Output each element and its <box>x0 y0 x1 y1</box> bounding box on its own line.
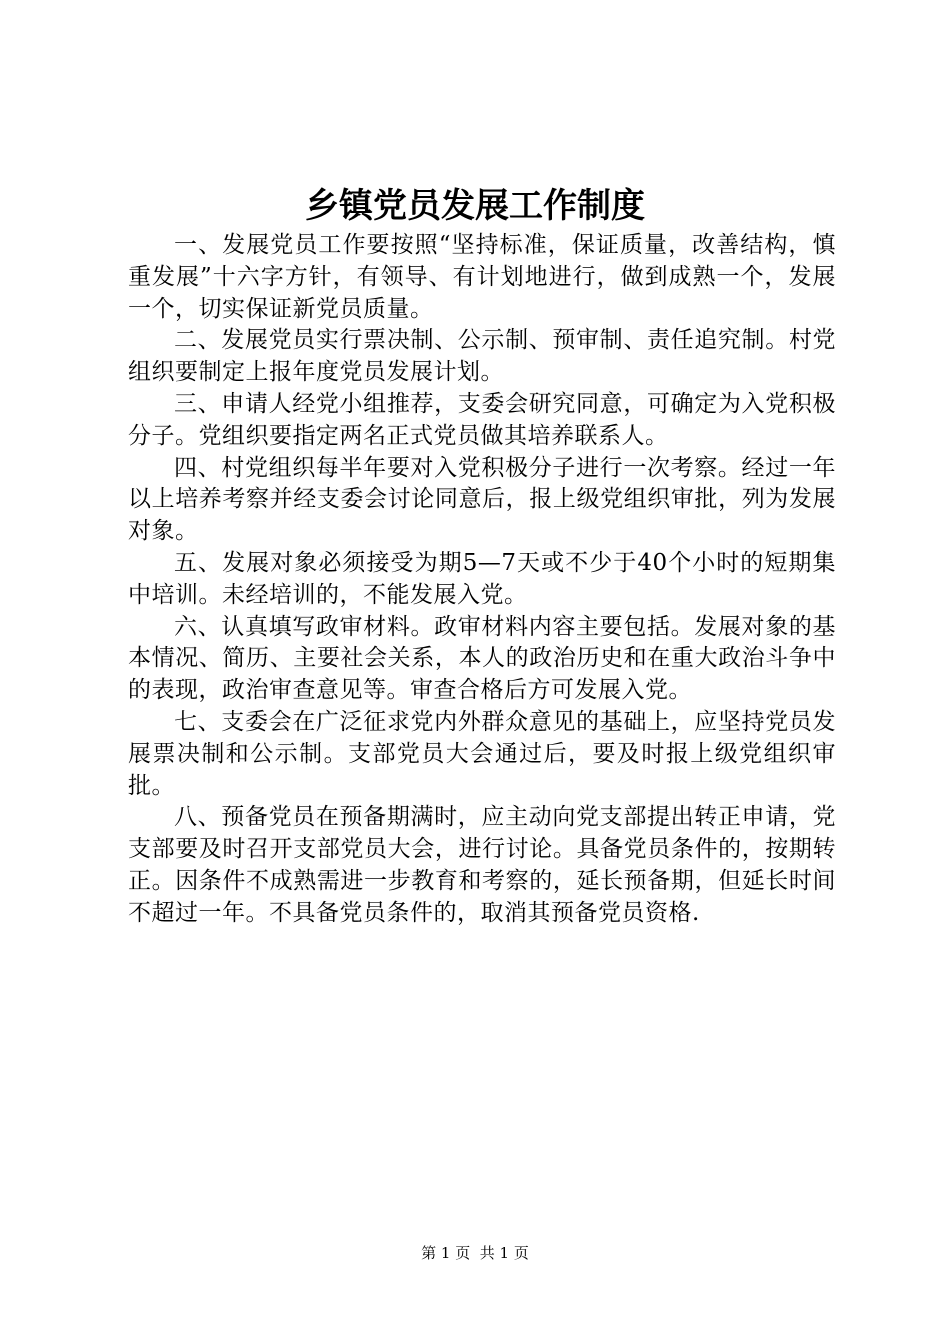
paragraph-3: 三、申请人经党小组推荐，支委会研究同意，可确定为入党积极分子。党组织要指定两名正式党员做其培养联系人。 <box>128 390 836 449</box>
paragraph-6: 六、认真填写政审材料。政审材料内容主要包括。发展对象的基本情况、简历、主要社会关系，本人的政治历史和在重大政治斗争中的表现，政治审查意见等。审查合格后方可发展入党。 <box>128 613 836 704</box>
page-title: 乡镇党员发展工作制度 <box>305 186 645 226</box>
paragraph-7: 七、支委会在广泛征求党内外群众意见的基础上，应坚持党员发展票决制和公示制。支部党员大会通过后，要及时报上级党组织审批。 <box>128 708 836 799</box>
paragraph-8: 八、预备党员在预备期满时，应主动向党支部提出转正申请，党支部要及时召开支部党员大会，进行讨论。具备党员条件的，按期转正。因条件不成熟需进一步教育和考察的，延长预备期，但延长时间不超过一年。不具备党员条件的，取消其预备党员资格. <box>128 804 836 926</box>
paragraph-2: 二、发展党员实行票决制、公示制、预审制、责任追究制。村党组织要制定上报年度党员发展计划。 <box>128 327 836 386</box>
paragraph-4: 四、村党组织每半年要对入党积极分子进行一次考察。经过一年以上培养考察并经支委会讨论同意后，报上级党组织审批，列为发展对象。 <box>128 454 836 545</box>
paragraph-5: 五、发展对象必须接受为期5—7天或不少于40个小时的短期集中培训。未经培训的，不能发展入党。 <box>128 549 836 608</box>
page-footer: 第 1 页 共 1 页 <box>421 1244 529 1262</box>
paragraph-1: 一、发展党员工作要按照“坚持标准，保证质量，改善结构，慎重发展”十六字方针，有领导、有计划地进行，做到成熟一个，发展一个，切实保证新党员质量。 <box>128 232 836 322</box>
document-body <box>128 230 836 930</box>
